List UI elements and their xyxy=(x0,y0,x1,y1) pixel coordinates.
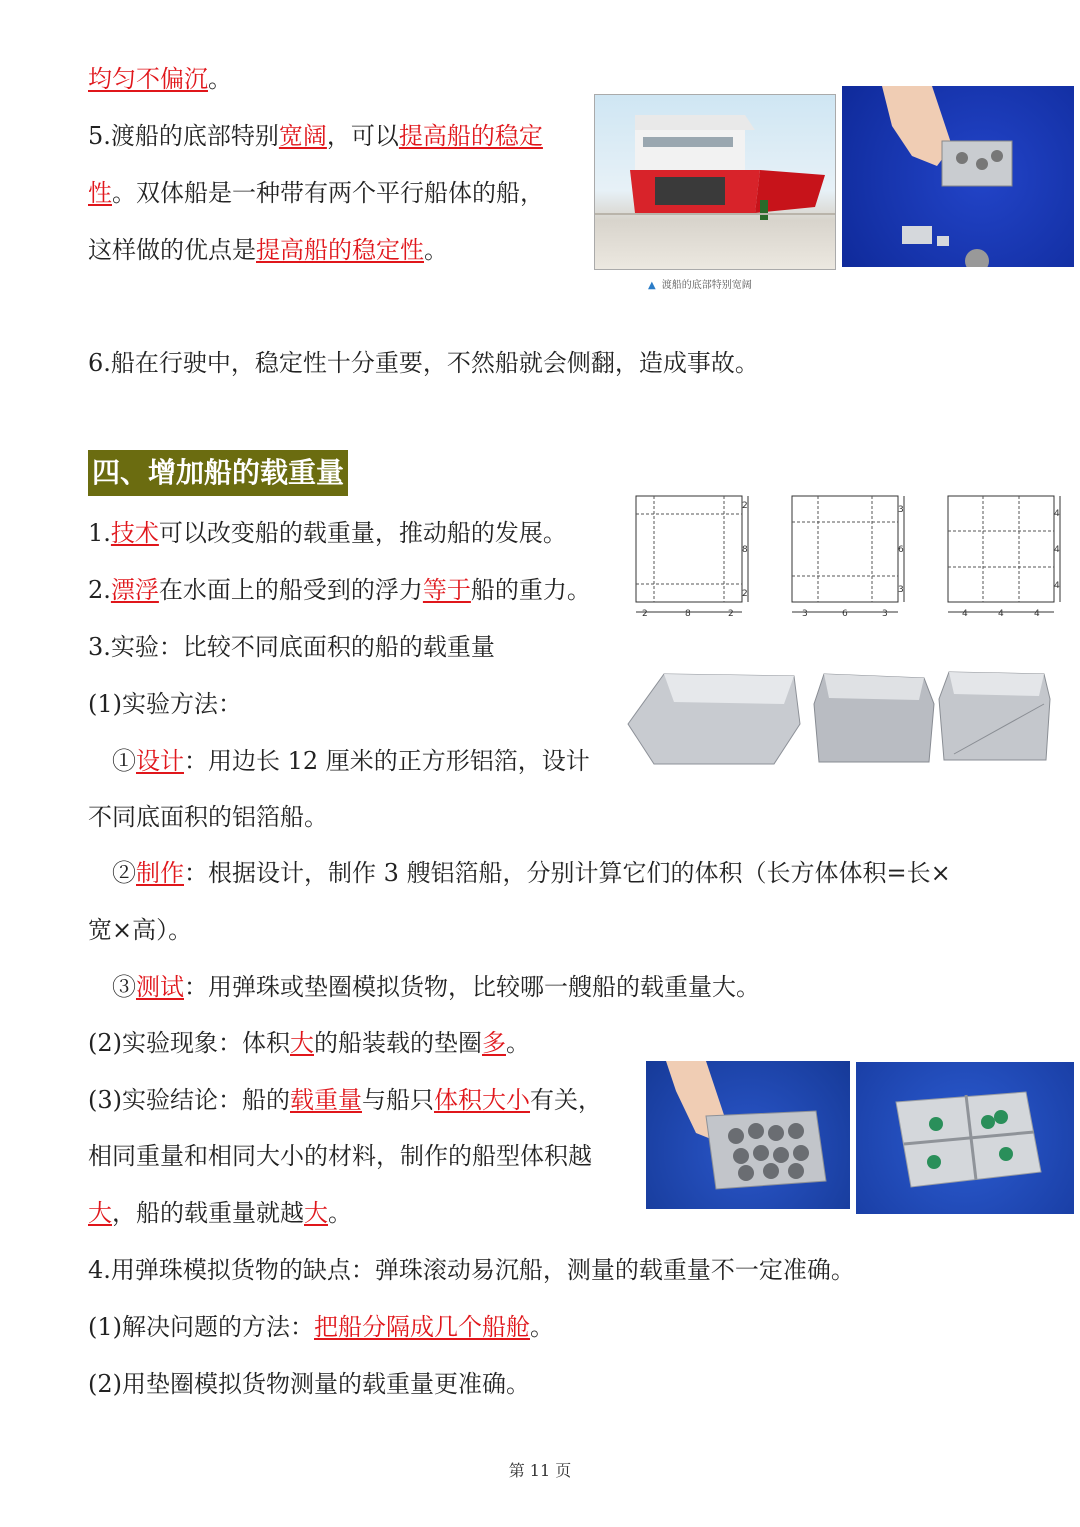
text-line: (1)解决问题的方法：把船分隔成几个船舱。 xyxy=(88,1313,554,1341)
diagram-1 xyxy=(636,496,748,619)
text-line: (3)实验结论：船的载重量与船只体积大小有关， xyxy=(88,1086,602,1114)
emphasis-text: 均匀不偏沉 xyxy=(88,65,208,93)
emphasis-text: 大 xyxy=(304,1199,328,1227)
dim-label: 2 xyxy=(742,589,748,599)
text-line: 不同底面积的铝箔船。 xyxy=(88,803,328,831)
text-line: 4.用弹珠模拟货物的缺点：弹珠滚动易沉船，测量的载重量不一定准确。 xyxy=(88,1256,855,1284)
photo-caption: ▲ 渡船的底部特别宽阔 xyxy=(648,280,752,291)
dim-label: 4 xyxy=(1054,581,1060,591)
marbles-compartment-photo xyxy=(856,1062,1074,1214)
emphasis-text: 制作 xyxy=(136,859,184,887)
dim-label: 2 xyxy=(728,609,734,619)
emphasis-text: 宽阔 xyxy=(278,122,327,150)
dim-label: 4 xyxy=(998,609,1004,619)
text-line: (2)用垫圈模拟货物测量的载重量更准确。 xyxy=(88,1370,530,1398)
emphasis-text: 技术 xyxy=(110,519,159,547)
text-line: 大，船的载重量就越大。 xyxy=(88,1199,352,1227)
text-line: 性。双体船是一种带有两个平行船体的船， xyxy=(88,179,544,207)
dim-label: 4 xyxy=(962,609,968,619)
text-line: ③测试：用弹珠或垫圈模拟货物，比较哪一艘船的载重量大。 xyxy=(112,973,760,1001)
section-heading: 四、增加船的载重量 xyxy=(88,450,348,496)
dim-label: 4 xyxy=(1054,545,1060,555)
dim-label: 4 xyxy=(1054,509,1060,519)
emphasis-text: 测试 xyxy=(136,973,184,1001)
dim-label: 6 xyxy=(898,545,904,555)
emphasis-text: 大 xyxy=(290,1029,314,1057)
dim-label: 3 xyxy=(802,609,808,619)
emphasis-text: 多 xyxy=(482,1029,506,1057)
emphasis-text: 把船分隔成几个船舱 xyxy=(314,1313,530,1341)
design-diagrams xyxy=(630,494,1070,622)
emphasis-text: 性 xyxy=(88,179,112,207)
text-line: ②制作：根据设计，制作 3 艘铝箔船，分别计算它们的体积（长方体体积=长× xyxy=(112,859,951,887)
dim-label: 3 xyxy=(882,609,888,619)
dim-label: 4 xyxy=(1034,609,1040,619)
diagram-3 xyxy=(948,496,1060,619)
text-line: 2.漂浮在水面上的船受到的浮力等于船的重力。 xyxy=(88,576,591,604)
foil-boats-photo xyxy=(624,664,1054,774)
emphasis-text: 提高船的稳定性 xyxy=(256,236,424,264)
emphasis-text: 载重量 xyxy=(290,1086,362,1114)
triangle-icon: ▲ xyxy=(648,280,656,291)
dim-label: 8 xyxy=(685,609,691,619)
foil-boat-hand-photo xyxy=(842,86,1074,267)
dim-label: 3 xyxy=(898,505,904,515)
diagram-2 xyxy=(792,496,904,619)
text-line: ①设计：用边长 12 厘米的正方形铝箔，设计 xyxy=(112,747,590,775)
text-line: 3.实验：比较不同底面积的船的载重量 xyxy=(88,633,495,661)
text-line: 宽×高）。 xyxy=(88,916,193,944)
dim-label: 3 xyxy=(898,585,904,595)
text-line: (1)实验方法： xyxy=(88,690,242,718)
ferry-photo xyxy=(594,94,836,270)
text-line: 6.船在行驶中，稳定性十分重要，不然船就会侧翻，造成事故。 xyxy=(88,349,759,377)
washers-boat-photo xyxy=(646,1061,850,1209)
emphasis-text: 体积大小 xyxy=(434,1086,530,1114)
text-line: 相同重量和相同大小的材料，制作的船型体积越 xyxy=(88,1142,592,1170)
dim-label: 2 xyxy=(742,501,748,511)
emphasis-text: 漂浮 xyxy=(110,576,159,604)
text-line: 5.渡船的底部特别宽阔，可以提高船的稳定 xyxy=(88,122,543,150)
emphasis-text: 提高船的稳定 xyxy=(398,122,543,150)
dim-label: 8 xyxy=(742,545,748,555)
text-line: 这样做的优点是提高船的稳定性。 xyxy=(88,236,448,264)
text-line: 1.技术可以改变船的载重量，推动船的发展。 xyxy=(88,519,567,547)
text-line: 均匀不偏沉。 xyxy=(88,65,232,93)
emphasis-text: 等于 xyxy=(422,576,471,604)
page-number: 第 11 页 xyxy=(508,1461,572,1480)
dim-label: 2 xyxy=(642,609,648,619)
emphasis-text: 大 xyxy=(88,1199,112,1227)
dim-label: 6 xyxy=(842,609,848,619)
emphasis-text: 设计 xyxy=(136,747,184,775)
text-line: (2)实验现象：体积大的船装载的垫圈多。 xyxy=(88,1029,530,1057)
